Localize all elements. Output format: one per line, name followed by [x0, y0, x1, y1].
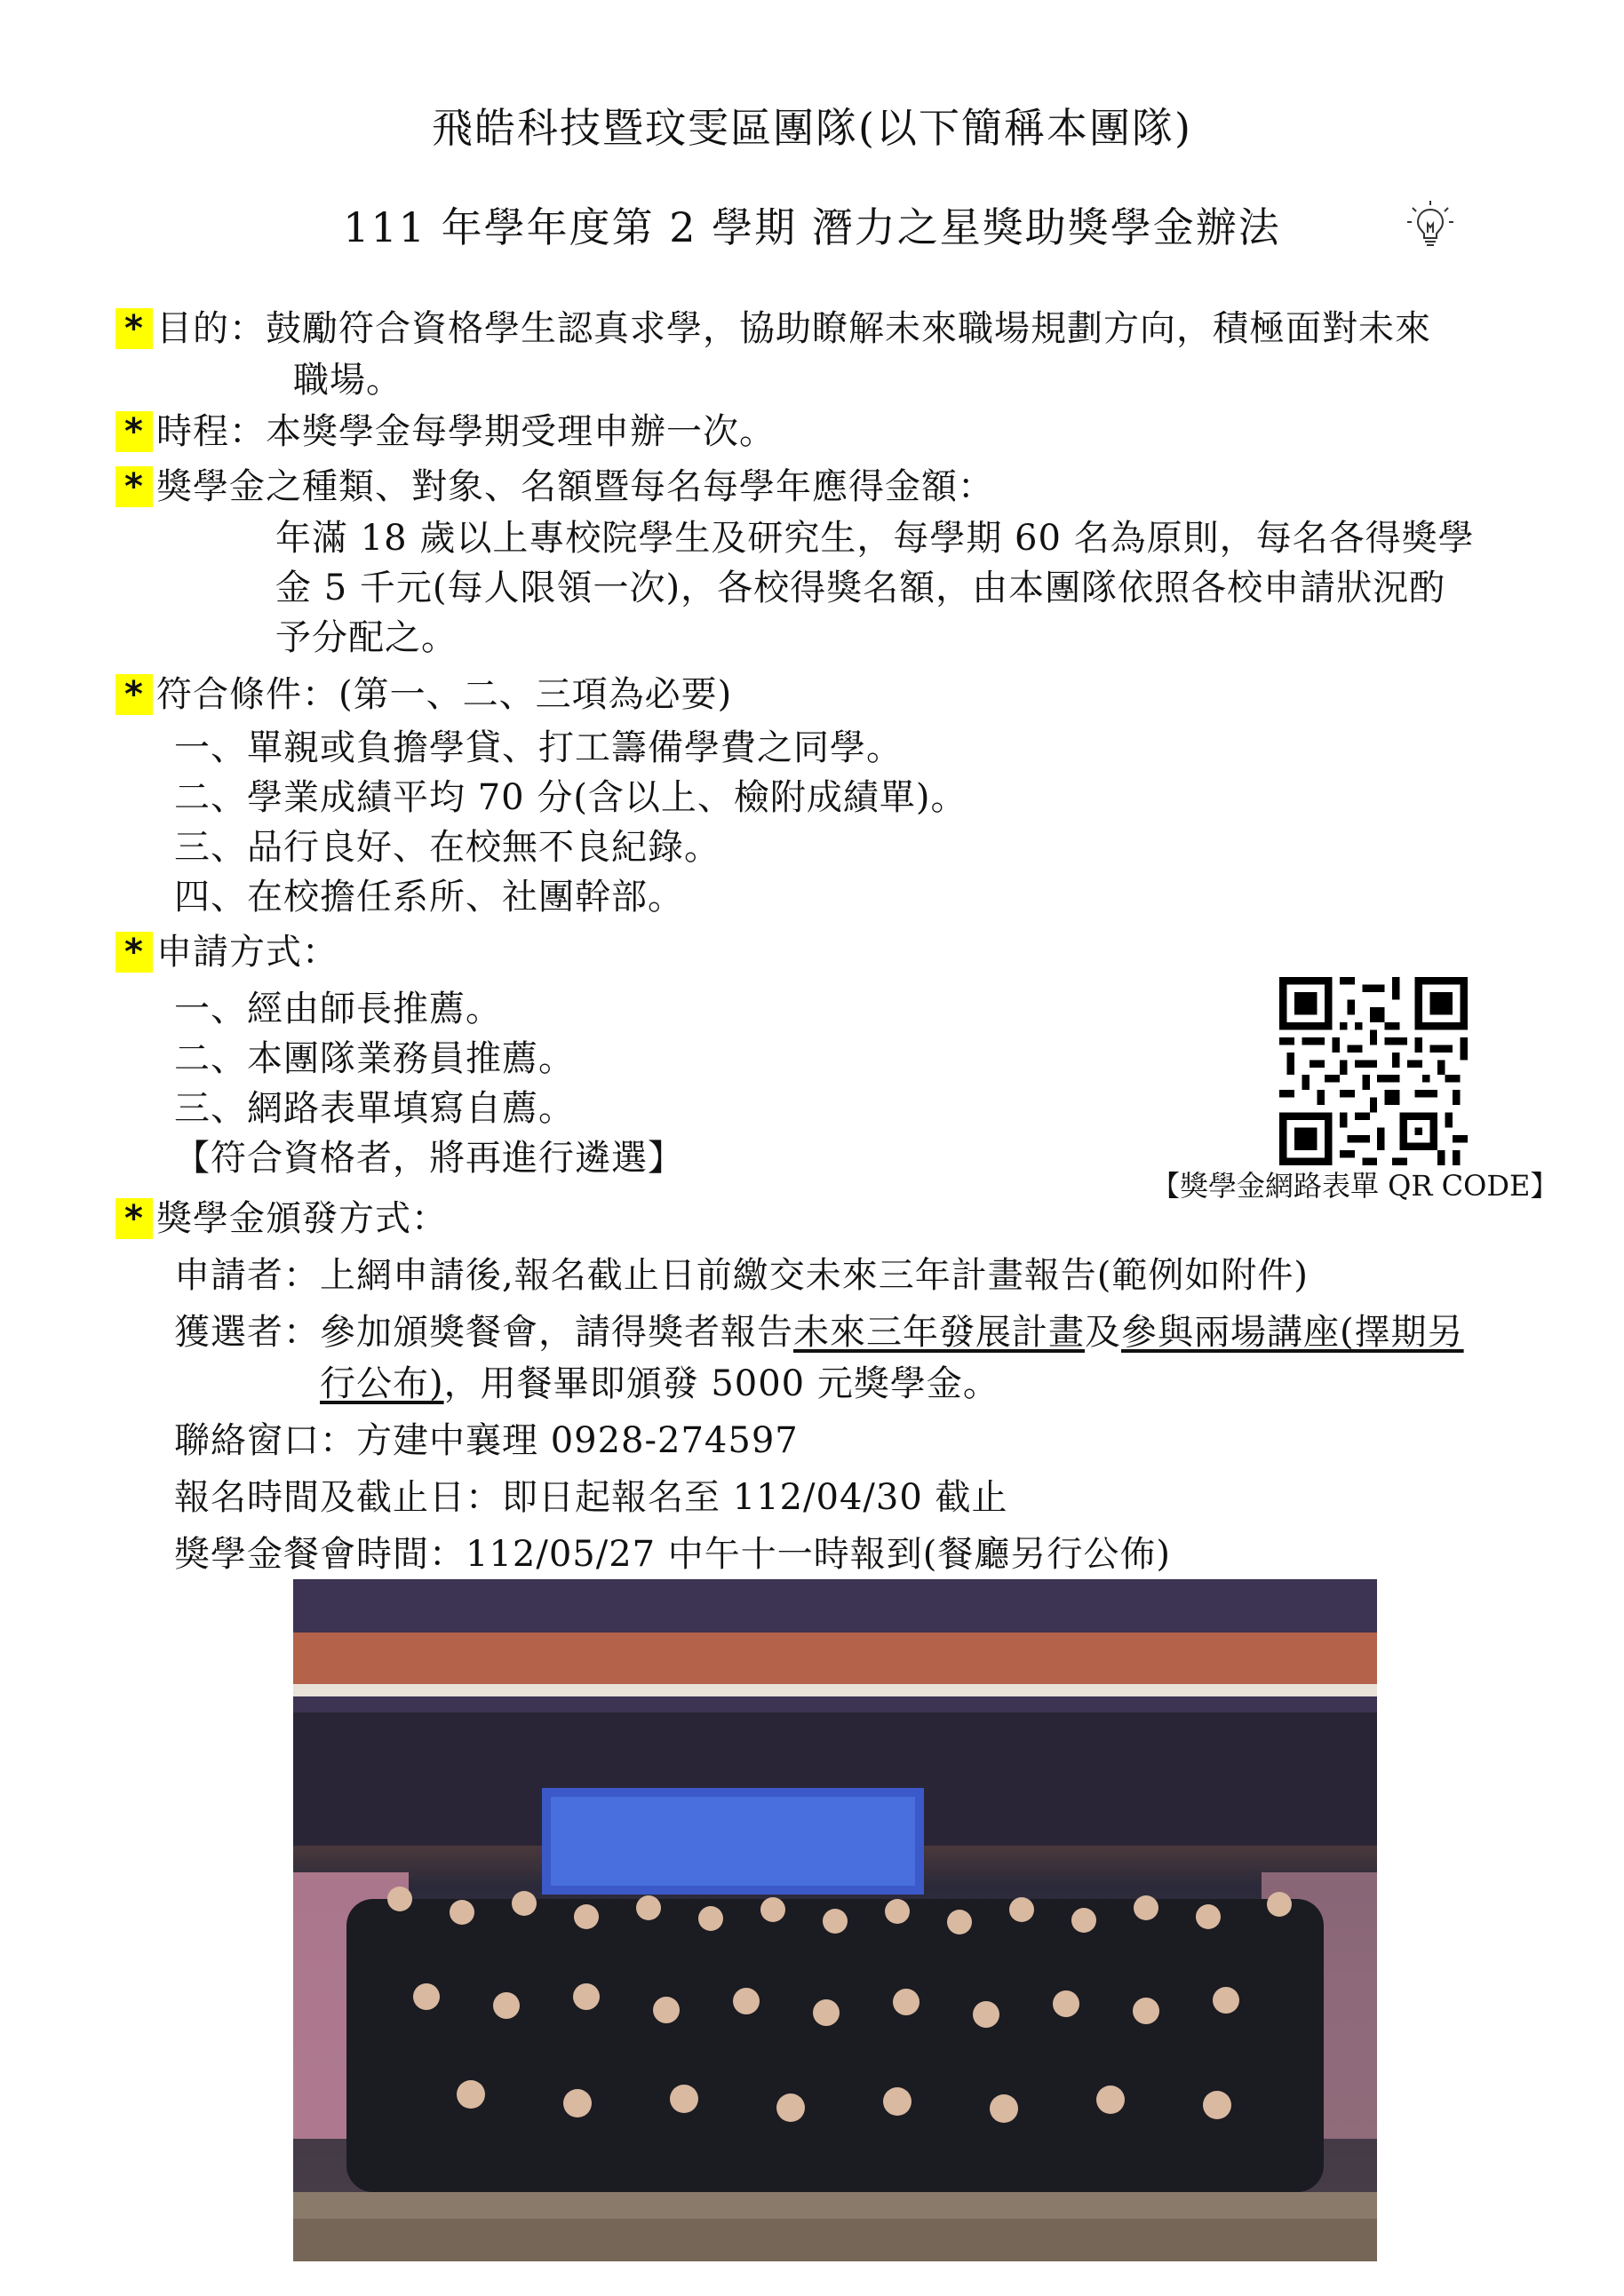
- winner-prefix: 獲選者：參加頒獎餐會，請得獎者報告: [174, 1312, 793, 1353]
- types-text-2: 金 5 千元(每人限領一次)，各校得獎名額，由本團隊依照各校申請狀況酌: [275, 568, 1446, 608]
- qr-code[interactable]: [1279, 977, 1468, 1165]
- award-applicant: 申請者：上網申請後,報名截止日前繳交未來三年計畫報告(範例如附件): [174, 1255, 1309, 1296]
- types-text-3: 予分配之。: [275, 617, 458, 658]
- types-text-1: 年滿 18 歲以上專校院學生及研究生，每學期 60 名為原則，每名各得獎學: [275, 518, 1475, 559]
- purpose-label: 目的：: [156, 308, 266, 349]
- application-line: [115, 924, 338, 974]
- purpose-text-continued: 職場。: [293, 360, 402, 401]
- bullet-marker: *: [115, 466, 153, 507]
- deadline-info: 報名時間及截止日：即日起報名至 112/04/30 截止: [174, 1477, 1008, 1518]
- bullet-marker: *: [115, 1198, 153, 1239]
- winner-suffix: ，用餐畢即頒發 5000 元獎學金。: [443, 1363, 999, 1404]
- document-subtitle: 111 年學年度第 2 學期 潛力之星獎助獎學金辦法: [343, 203, 1281, 251]
- group-photo: [293, 1579, 1377, 2261]
- bullet-marker: *: [115, 308, 153, 349]
- award-line: [115, 1190, 448, 1241]
- purpose-text: 鼓勵符合資格學生認真求學，協助瞭解未來職場規劃方向，積極面對未來: [266, 308, 1431, 349]
- conditions-label: 符合條件：(第一、二、三項為必要): [156, 674, 733, 715]
- purpose-line: [115, 300, 1431, 351]
- bullet-marker: *: [115, 932, 153, 973]
- winner-underline-announce: 行公布): [320, 1363, 444, 1404]
- schedule-label: 時程：: [156, 411, 266, 452]
- types-line: [115, 458, 994, 509]
- condition-item: 二、學業成績平均 70 分(含以上、檢附成績單)。: [174, 777, 967, 818]
- bullet-marker: *: [115, 674, 153, 715]
- application-item: 三、網路表單填寫自薦。: [174, 1088, 575, 1129]
- group-photo-illustration: [293, 1579, 1377, 2261]
- application-note: 【符合資格者，將再進行遴選】: [174, 1138, 684, 1179]
- schedule-line: [115, 403, 776, 454]
- condition-item: 四、在校擔任系所、社團幹部。: [174, 877, 684, 918]
- condition-item: 一、單親或負擔學貸、打工籌備學費之同學。: [174, 727, 903, 768]
- contact-info: 聯絡窗口：方建中襄理 0928-274597: [174, 1420, 799, 1461]
- application-item: 一、經由師長推薦。: [174, 989, 502, 1029]
- conditions-line: [115, 666, 732, 717]
- award-winner: [174, 1304, 1464, 1355]
- winner-underline-lectures: 參與兩場講座(擇期另: [1121, 1312, 1464, 1353]
- banquet-info: 獎學金餐會時間：112/05/27 中午十一時報到(餐廳另行公佈): [174, 1534, 1172, 1575]
- document-title: 飛皓科技暨玟雯區團隊(以下簡稱本團隊): [432, 104, 1192, 152]
- application-item: 二、本團隊業務員推薦。: [174, 1038, 575, 1079]
- award-winner-continued: [320, 1355, 999, 1406]
- winner-mid: 及: [1085, 1312, 1121, 1353]
- condition-item: 三、品行良好、在校無不良紀錄。: [174, 827, 720, 868]
- award-label: 獎學金頒發方式：: [156, 1198, 448, 1239]
- application-label: 申請方式：: [156, 932, 338, 973]
- bullet-marker: *: [115, 411, 153, 452]
- qr-caption: 【獎學金網路表單 QR CODE】: [1151, 1169, 1559, 1203]
- lightbulb-icon: [1404, 197, 1457, 250]
- winner-underline-plan: 未來三年發展計畫: [793, 1312, 1085, 1353]
- types-label: 獎學金之種類、對象、名額暨每名每學年應得金額：: [156, 466, 994, 507]
- schedule-text: 本獎學金每學期受理申辦一次。: [266, 411, 776, 452]
